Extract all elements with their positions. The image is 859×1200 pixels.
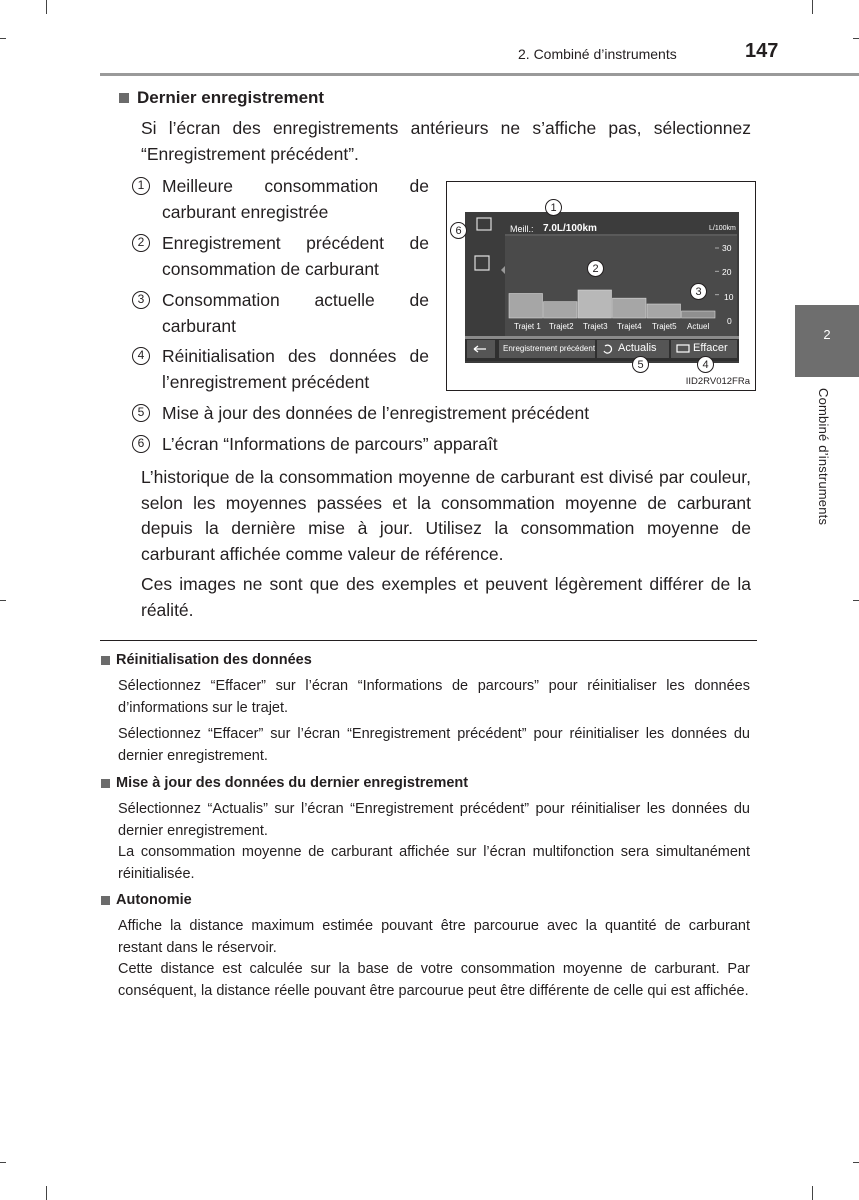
square-bullet-icon [119,93,129,103]
crop-mark [853,38,859,39]
chapter-tab [795,305,859,377]
y-tick-label: 10 [724,292,734,302]
list-item [132,174,429,225]
figure-callout: 5 [632,356,649,373]
note-heading [101,892,192,908]
intro-paragraph: Si l’écran des enregistrements antérieurs ne s’affiche pas, sélectionnez “Enregistrement précédent”. [141,118,751,164]
body-paragraph: Ces images ne sont que des exemples et peuvent légèrement différer de la réalité. [141,574,751,620]
crop-mark [0,600,6,601]
note-heading [101,652,312,668]
y-tick-label: 20 [722,267,732,277]
note-heading-text: Mise à jour des données du dernier enregistrement [116,775,469,791]
note-heading-text: Autonomie [116,892,192,908]
crop-mark [812,1186,813,1200]
list-item-text: Mise à jour des données de l’enregistrement précédent [162,403,590,423]
callout-number: 4 [132,347,150,365]
square-bullet-icon [101,779,110,788]
callout-number: 1 [132,177,150,195]
running-header: 2. Combiné d’instruments [518,46,677,62]
chart-bar [509,294,543,319]
callout-number: 5 [132,404,150,422]
x-tick-label: Trajet4 [617,322,642,331]
chart-bar [544,302,578,318]
note-paragraph: La consommation moyenne de carburant affichée sur l’écran multifonction sera simultanément réinitialisée. [118,844,750,882]
list-item [132,344,429,395]
clear-button-label: Effacer [693,342,728,354]
chapter-number: 2 [823,327,831,342]
x-tick-label: Trajet2 [549,322,574,331]
note-heading [101,775,468,791]
figure-code: IID2RV012FRa [685,376,750,387]
section-divider [100,640,757,641]
body-paragraph: L’historique de la consommation moyenne de carburant est divisé par couleur, selon les moyennes passées et la consommation moyenne de carburant depuis la dernière mise à jour. Utilisez la consommation moyenne de carburant affichée comme valeur de référence. [141,467,751,564]
crop-mark [853,1162,859,1163]
section-heading [119,88,324,108]
update-button-label: Actualis [618,342,657,354]
list-item-text: Consommation actuelle de carburant [162,290,429,336]
list-item [132,432,752,458]
display-figure [446,181,756,391]
figure-callout: 6 [450,222,467,239]
chart-bar [578,290,612,318]
list-item [132,401,752,427]
figure-callout: 4 [697,356,714,373]
note-paragraph: Sélectionnez “Actualis” sur l’écran “Enregistrement précédent” pour réinitialiser les données du dernier enregistrement. [118,801,750,839]
chapter-title: Combiné d’instruments [816,388,831,526]
note-paragraph: Sélectionnez “Effacer” sur l’écran “Enregistrement précédent” pour réinitialiser les données du dernier enregistrement. [118,726,750,764]
chart-bar [613,298,647,318]
callout-number: 6 [132,435,150,453]
best-label: Meill.: [510,224,534,234]
note-paragraph: Affiche la distance maximum estimée pouvant être parcourue avec la quantité de carburant restant dans le réservoir. [118,918,750,956]
y-tick-label: 0 [727,316,732,326]
callout-number: 2 [132,234,150,252]
x-tick-label: Trajet 1 [514,322,541,331]
list-item-text: Réinitialisation des données de l’enregistrement précédent [162,346,429,392]
header-rule [100,73,859,76]
crop-mark [0,1162,6,1163]
crop-mark [812,0,813,14]
note-paragraph: Cette distance est calculée sur la base de votre consommation moyenne de carburant. Par conséquent, la distance réelle pouvant être parcourue peut être différente de celle qui est affichée. [118,961,750,999]
best-value: 7.0L/100km [543,223,597,234]
list-item-text: L’écran “Informations de parcours” apparaît [162,434,498,454]
x-tick-label: Actuel [687,322,710,331]
list-item [132,288,429,339]
square-bullet-icon [101,656,110,665]
list-item-text: Meilleure consommation de carburant enregistrée [162,176,429,222]
y-tick-label: 30 [722,243,732,253]
chart-bar [682,311,716,318]
square-bullet-icon [101,896,110,905]
list-item [132,231,429,282]
x-tick-label: Trajet5 [652,322,677,331]
crop-mark [0,38,6,39]
note-paragraph: Sélectionnez “Effacer” sur l’écran “Informations de parcours” pour réinitialiser les données d’informations sur le trajet. [118,678,750,716]
figure-callout: 1 [545,199,562,216]
list-item-text: Enregistrement précédent de consommation de carburant [162,233,429,279]
crop-mark [46,1186,47,1200]
figure-callout: 3 [690,283,707,300]
x-tick-label: Trajet3 [583,322,608,331]
note-heading-text: Réinitialisation des données [116,652,312,668]
crop-mark [853,600,859,601]
record-button-label: Enregistrement précédent [503,344,596,353]
chart-bar [647,304,681,318]
figure-callout: 2 [587,260,604,277]
page-number: 147 [745,40,779,62]
callout-number: 3 [132,291,150,309]
unit-label: L/100km [709,225,736,232]
section-heading-text: Dernier enregistrement [137,88,325,107]
crop-mark [46,0,47,14]
